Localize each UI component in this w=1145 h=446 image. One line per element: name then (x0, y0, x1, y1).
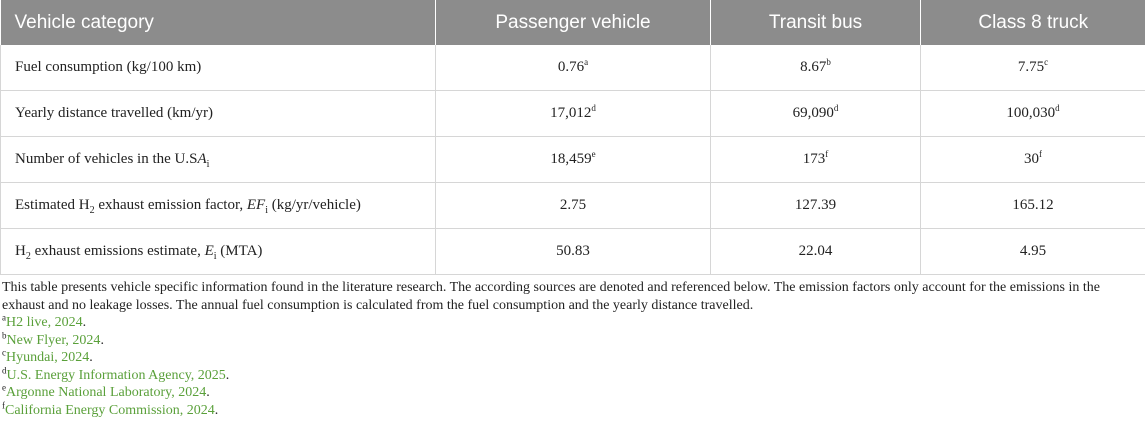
table-row (1, 91, 1145, 137)
reference-a[interactable]: $^a$H2 live, 2024. (2, 312, 87, 330)
reference-link[interactable]: Argonne National Laboratory, 2024 (6, 385, 207, 400)
row-label-emission-factor (1, 183, 436, 229)
reference-mark: b (2, 329, 7, 340)
table-header-row (1, 0, 1145, 45)
row-label-italic: E (204, 243, 214, 259)
reference-link[interactable]: California Energy Commission, 2024 (5, 402, 215, 418)
table-cell (921, 229, 1145, 275)
table-cell (711, 45, 921, 91)
cell-value: 30 (1024, 151, 1039, 167)
header-vehicle-category: Vehicle category (14, 11, 154, 33)
table-cell (436, 183, 711, 229)
row-label-emissions-estimate (1, 229, 436, 275)
table-cell (436, 45, 711, 91)
row-label-fuel-consumption (1, 45, 436, 91)
cell-value: 4.95 (1019, 243, 1047, 259)
row-label-yearly-distance (1, 91, 436, 137)
row-label-text: exhaust emissions estimate, (30, 243, 205, 259)
reference-f[interactable]: $^f$California Energy Commission, 2024. (2, 399, 219, 418)
table-cell (921, 137, 1145, 183)
reference-c[interactable]: $^c$Hyundai, 2024. (2, 347, 93, 365)
reference-d[interactable]: $^d$U.S. Energy Information Agency, 2025. (2, 364, 230, 383)
reference-link[interactable]: U.S. Energy Information Agency, 2025 (6, 367, 226, 383)
cell-value: 69,090 (792, 105, 834, 121)
cell-value: 7.75 (1017, 59, 1045, 75)
cell-value: 173 (802, 151, 826, 167)
cell-value: 165.12 (1012, 197, 1054, 213)
row-label-italic: A (197, 151, 207, 167)
row-label-subscript: 2 (25, 251, 31, 262)
table-row (1, 183, 1145, 229)
cell-note: f (1039, 149, 1042, 159)
table-cell (436, 229, 711, 275)
cell-note: d (1055, 103, 1060, 113)
reference-b[interactable]: $^b$New Flyer, 2024. (2, 329, 104, 348)
reference-link[interactable]: Hyundai, 2024 (6, 350, 90, 365)
header-transit-bus: Transit bus (711, 0, 921, 45)
row-label-text: exhaust emission factor, (94, 197, 247, 213)
table-cell (436, 137, 711, 183)
table-footnote: This table presents vehicle specific information found in the literature research. The according sources are denoted and referenced below. The emission factors only account for the emissions in the exhaust and no leakage losses. The annual fuel consumption is calculated from the fuel consumption and the yearly distance travelled. (2, 280, 1100, 313)
table-cell (711, 183, 921, 229)
table-cell (436, 91, 711, 137)
table-row (1, 229, 1145, 275)
row-label-subscript: i (213, 251, 217, 262)
reference-mark: f (2, 399, 5, 410)
row-label-text: (MTA) (216, 243, 263, 259)
row-label-text: Number of vehicles in the U.S (15, 151, 198, 167)
reference-mark: a (2, 312, 6, 323)
cell-note: c (1044, 57, 1049, 67)
row-label-italic: EF (246, 197, 266, 213)
reference-link[interactable]: New Flyer, 2024 (6, 332, 101, 348)
reference-link[interactable]: H2 live, 2024 (6, 315, 83, 330)
cell-note: d (591, 103, 596, 113)
cell-value: 17,012 (550, 105, 592, 121)
cell-value: 0.76 (557, 59, 585, 75)
cell-value: 18,459 (550, 151, 592, 167)
row-label-subscript: 2 (89, 205, 95, 216)
cell-value: 100,030 (1006, 105, 1056, 121)
table-cell (711, 137, 921, 183)
table-cell (711, 91, 921, 137)
cell-note: e (591, 149, 596, 159)
cell-value: 127.39 (794, 197, 837, 213)
reference-mark: e (2, 382, 6, 393)
cell-value: 2.75 (559, 197, 587, 213)
reference-e[interactable]: $^e$Argonne National Laboratory, 2024. (2, 382, 210, 400)
reference-mark: c (2, 347, 6, 358)
cell-value: 50.83 (556, 243, 590, 259)
row-label-text: (kg/yr/vehicle) (267, 197, 361, 213)
row-label-number-of-vehicles (1, 137, 436, 183)
cell-note: a (584, 57, 589, 67)
row-label-text: H (15, 243, 26, 259)
table-notes (0, 275, 1145, 419)
table-row (1, 45, 1145, 91)
cell-value: 8.67 (800, 59, 827, 75)
reference-mark: d (2, 364, 7, 375)
row-label-subscript: i (206, 159, 210, 170)
header-class-8-truck: Class 8 truck (921, 0, 1145, 45)
table-cell (921, 45, 1145, 91)
cell-value: 22.04 (798, 243, 833, 259)
cell-note: f (825, 149, 829, 159)
row-label-text: Fuel consumption (kg/100 km) (15, 59, 202, 75)
table-cell (921, 91, 1145, 137)
table-cell (711, 229, 921, 275)
table-row (1, 137, 1145, 183)
row-label-text: Estimated H (15, 197, 90, 213)
header-passenger-vehicle: Passenger vehicle (436, 0, 711, 45)
row-label-text: Yearly distance travelled (km/yr) (15, 105, 213, 121)
row-label-subscript: i (265, 205, 268, 216)
table-cell (921, 183, 1145, 229)
cell-note: d (833, 103, 839, 113)
cell-note: b (826, 57, 831, 67)
